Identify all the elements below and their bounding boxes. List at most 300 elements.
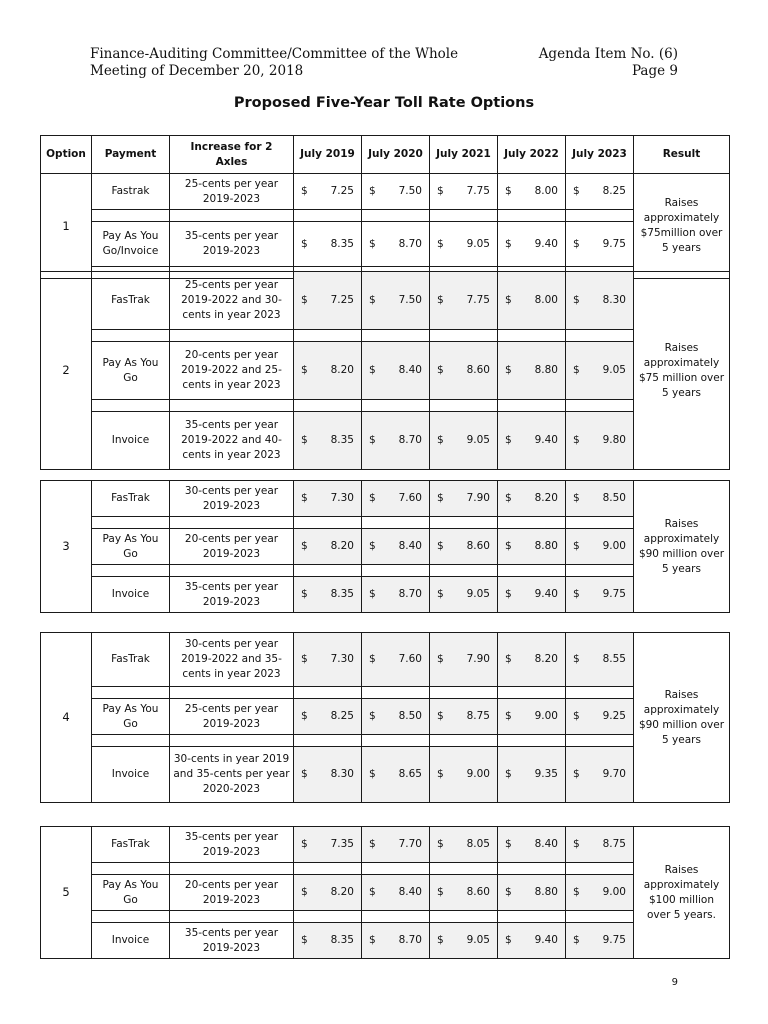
column-header: July 2019 — [294, 136, 362, 174]
toll-rate-value: 9.75 — [602, 588, 626, 600]
currency-symbol: $ — [437, 653, 444, 665]
toll-rate-cell — [430, 633, 498, 687]
spacer-cell — [362, 687, 430, 699]
currency-symbol: $ — [301, 838, 308, 850]
toll-rate-value: 8.40 — [398, 364, 422, 376]
toll-rate-value: 8.40 — [398, 540, 422, 552]
toll-rate-value: 8.35 — [330, 434, 354, 446]
option-block — [40, 173, 730, 279]
increase-description: 35-cents per year 2019-2023 — [170, 923, 294, 959]
column-header: July 2022 — [498, 136, 566, 174]
currency-symbol: $ — [369, 294, 376, 306]
spacer-cell — [294, 517, 362, 529]
spacer-cell — [430, 400, 498, 412]
table-row — [41, 633, 730, 687]
spacer-cell — [170, 863, 294, 875]
increase-description: 35-cents per year 2019-2023 — [170, 827, 294, 863]
toll-rate-cell — [498, 923, 566, 959]
toll-rate-value: 8.60 — [466, 364, 490, 376]
currency-symbol: $ — [301, 768, 308, 780]
currency-symbol: $ — [505, 492, 512, 504]
toll-rate-cell — [362, 481, 430, 517]
currency-symbol: $ — [573, 768, 580, 780]
toll-rate-cell — [430, 827, 498, 863]
currency-symbol: $ — [573, 434, 580, 446]
toll-rate-value: 7.25 — [330, 294, 354, 306]
toll-rate-cell — [566, 222, 634, 267]
spacer-cell — [294, 210, 362, 222]
toll-rate-value: 7.25 — [330, 185, 354, 197]
result-summary: Raises approximately $75 million over 5 years — [634, 272, 730, 470]
payment-method: Pay As You Go/Invoice — [92, 222, 170, 267]
toll-rate-cell — [566, 699, 634, 735]
currency-symbol: $ — [505, 886, 512, 898]
currency-symbol: $ — [369, 838, 376, 850]
table-row — [41, 747, 730, 803]
toll-rate-cell — [294, 875, 362, 911]
toll-rate-cell — [430, 412, 498, 470]
toll-rate-value: 8.30 — [602, 294, 626, 306]
currency-symbol: $ — [505, 434, 512, 446]
currency-symbol: $ — [301, 185, 308, 197]
toll-rate-cell — [362, 747, 430, 803]
toll-rate-cell — [430, 747, 498, 803]
toll-rate-cell — [430, 272, 498, 330]
table-row — [41, 875, 730, 911]
currency-symbol: $ — [301, 934, 308, 946]
currency-symbol: $ — [437, 588, 444, 600]
currency-symbol: $ — [301, 434, 308, 446]
table-row — [41, 412, 730, 470]
toll-rate-cell — [498, 412, 566, 470]
spacer-cell — [498, 330, 566, 342]
toll-rate-cell — [566, 633, 634, 687]
toll-rate-cell — [498, 875, 566, 911]
spacer-cell — [294, 687, 362, 699]
toll-rate-cell — [566, 747, 634, 803]
currency-symbol: $ — [505, 364, 512, 376]
currency-symbol: $ — [437, 838, 444, 850]
toll-rate-cell — [362, 699, 430, 735]
spacer-cell — [430, 863, 498, 875]
toll-rate-value: 9.05 — [466, 434, 490, 446]
toll-rate-cell — [430, 174, 498, 210]
table-row — [41, 342, 730, 400]
toll-rate-cell — [294, 827, 362, 863]
spacer-cell — [92, 210, 170, 222]
toll-rate-value: 9.70 — [602, 768, 626, 780]
spacer-cell — [92, 400, 170, 412]
spacer-cell — [430, 210, 498, 222]
currency-symbol: $ — [505, 653, 512, 665]
currency-symbol: $ — [573, 934, 580, 946]
option-number: 3 — [41, 481, 92, 613]
currency-symbol: $ — [573, 886, 580, 898]
toll-rate-cell — [430, 222, 498, 267]
toll-rate-value: 7.50 — [398, 185, 422, 197]
toll-rate-cell — [362, 412, 430, 470]
spacer-cell — [170, 911, 294, 923]
increase-description: 20-cents per year 2019-2023 — [170, 529, 294, 565]
toll-rate-cell — [498, 222, 566, 267]
spacer-cell — [498, 863, 566, 875]
spacer-cell — [170, 210, 294, 222]
spacer-cell — [92, 863, 170, 875]
spacer-cell — [430, 735, 498, 747]
spacer-cell — [430, 565, 498, 577]
payment-method: Pay As You Go — [92, 699, 170, 735]
currency-symbol: $ — [437, 364, 444, 376]
spacer-cell — [92, 330, 170, 342]
table-row — [41, 222, 730, 267]
currency-symbol: $ — [437, 886, 444, 898]
increase-description: 20-cents per year 2019-2022 and 25-cents in year 2023 — [170, 342, 294, 400]
spacer-cell — [566, 400, 634, 412]
toll-rate-value: 9.05 — [466, 237, 490, 250]
toll-rate-value: 7.70 — [398, 838, 422, 850]
toll-rate-cell — [362, 272, 430, 330]
toll-rate-cell — [294, 481, 362, 517]
spacer-cell — [430, 330, 498, 342]
table-row — [41, 174, 730, 210]
currency-symbol: $ — [437, 768, 444, 780]
toll-rate-cell — [362, 529, 430, 565]
toll-rate-cell — [566, 272, 634, 330]
currency-symbol: $ — [573, 492, 580, 504]
spacer-cell — [92, 687, 170, 699]
toll-rate-cell — [362, 827, 430, 863]
currency-symbol: $ — [573, 838, 580, 850]
toll-rate-cell — [362, 174, 430, 210]
currency-symbol: $ — [369, 653, 376, 665]
currency-symbol: $ — [573, 185, 580, 197]
currency-symbol: $ — [505, 710, 512, 722]
toll-rate-value: 8.70 — [398, 434, 422, 446]
toll-rate-value: 8.20 — [330, 364, 354, 376]
spacer-cell — [362, 330, 430, 342]
spacer-cell — [294, 565, 362, 577]
payment-method: Invoice — [92, 412, 170, 470]
toll-rate-value: 8.75 — [602, 838, 626, 850]
currency-symbol: $ — [437, 185, 444, 197]
spacer-row — [41, 210, 730, 222]
toll-rate-value: 9.05 — [602, 364, 626, 376]
increase-description: 35-cents per year 2019-2022 and 40-cents in year 2023 — [170, 412, 294, 470]
spacer-cell — [362, 565, 430, 577]
spacer-cell — [170, 565, 294, 577]
toll-rate-cell — [566, 342, 634, 400]
toll-rate-value: 7.35 — [330, 838, 354, 850]
toll-rate-value: 7.30 — [330, 492, 354, 504]
currency-symbol: $ — [437, 540, 444, 552]
toll-rate-value: 8.75 — [466, 710, 490, 722]
spacer-cell — [92, 911, 170, 923]
currency-symbol: $ — [573, 653, 580, 665]
toll-rate-cell — [498, 827, 566, 863]
payment-method: Pay As You Go — [92, 342, 170, 400]
spacer-row — [41, 565, 730, 577]
table-row — [41, 272, 730, 330]
toll-rate-value: 8.55 — [602, 653, 626, 665]
toll-rate-value: 9.40 — [534, 237, 558, 250]
spacer-cell — [566, 210, 634, 222]
payment-method: FasTrak — [92, 633, 170, 687]
spacer-cell — [566, 911, 634, 923]
toll-rate-cell — [498, 174, 566, 210]
spacer-cell — [92, 565, 170, 577]
toll-rate-value: 8.65 — [398, 768, 422, 780]
spacer-cell — [362, 911, 430, 923]
spacer-cell — [430, 911, 498, 923]
toll-rate-value: 9.75 — [602, 237, 626, 250]
toll-rate-cell — [498, 342, 566, 400]
toll-rate-value: 7.60 — [398, 492, 422, 504]
toll-rate-cell — [362, 875, 430, 911]
currency-symbol: $ — [573, 237, 580, 250]
toll-rate-cell — [566, 875, 634, 911]
toll-rate-value: 8.70 — [398, 237, 422, 250]
toll-rate-value: 8.40 — [398, 886, 422, 898]
toll-rate-cell — [498, 481, 566, 517]
table-row — [41, 827, 730, 863]
toll-rate-cell — [498, 529, 566, 565]
toll-rate-cell — [294, 412, 362, 470]
header-row — [41, 136, 730, 174]
spacer-cell — [566, 687, 634, 699]
spacer-cell — [430, 517, 498, 529]
result-summary: Raises approximately $90 million over 5 years — [634, 633, 730, 803]
result-summary: Raises approximately $75million over 5 years — [634, 174, 730, 279]
currency-symbol: $ — [369, 434, 376, 446]
column-header: Increase for 2 Axles — [170, 136, 294, 174]
toll-rate-value: 9.00 — [534, 710, 558, 722]
increase-description: 25-cents per year 2019-2023 — [170, 174, 294, 210]
toll-rate-cell — [362, 633, 430, 687]
increase-description: 20-cents per year 2019-2023 — [170, 875, 294, 911]
toll-rate-cell — [362, 577, 430, 613]
toll-rate-cell — [294, 222, 362, 267]
spacer-cell — [294, 863, 362, 875]
toll-rate-value: 9.35 — [534, 768, 558, 780]
payment-method: Invoice — [92, 747, 170, 803]
payment-method: Invoice — [92, 577, 170, 613]
currency-symbol: $ — [369, 540, 376, 552]
spacer-cell — [566, 565, 634, 577]
currency-symbol: $ — [437, 294, 444, 306]
increase-description: 30-cents in year 2019 and 35-cents per year 2020-2023 — [170, 747, 294, 803]
toll-rate-value: 8.35 — [330, 588, 354, 600]
option-number: 4 — [41, 633, 92, 803]
increase-description: 35-cents per year 2019-2023 — [170, 222, 294, 267]
spacer-cell — [566, 863, 634, 875]
toll-rate-cell — [498, 747, 566, 803]
currency-symbol: $ — [301, 588, 308, 600]
toll-rate-value: 8.50 — [602, 492, 626, 504]
currency-symbol: $ — [369, 768, 376, 780]
currency-symbol: $ — [505, 237, 512, 250]
toll-rate-cell — [294, 174, 362, 210]
currency-symbol: $ — [437, 237, 444, 250]
option-number: 2 — [41, 272, 92, 470]
toll-rate-value: 8.05 — [466, 838, 490, 850]
spacer-cell — [362, 517, 430, 529]
payment-method: FasTrak — [92, 481, 170, 517]
table-header — [40, 135, 730, 174]
toll-rate-cell — [498, 272, 566, 330]
spacer-cell — [566, 330, 634, 342]
currency-symbol: $ — [369, 492, 376, 504]
spacer-cell — [170, 735, 294, 747]
toll-rate-cell — [362, 342, 430, 400]
currency-symbol: $ — [369, 710, 376, 722]
table-row — [41, 481, 730, 517]
toll-rate-cell — [566, 827, 634, 863]
toll-rate-value: 8.70 — [398, 588, 422, 600]
spacer-cell — [362, 735, 430, 747]
column-header: July 2021 — [430, 136, 498, 174]
currency-symbol: $ — [573, 540, 580, 552]
increase-description: 35-cents per year 2019-2023 — [170, 577, 294, 613]
committee-name: Finance-Auditing Committee/Committee of the Whole — [90, 46, 459, 62]
toll-rate-cell — [294, 272, 362, 330]
header-right — [539, 46, 678, 80]
toll-rate-cell — [430, 481, 498, 517]
column-header: Payment — [92, 136, 170, 174]
page-number: 9 — [671, 977, 678, 988]
spacer-row — [41, 735, 730, 747]
toll-rate-cell — [498, 699, 566, 735]
toll-rate-value: 7.75 — [466, 185, 490, 197]
currency-symbol: $ — [369, 185, 376, 197]
agenda-item: Agenda Item No. (6) — [538, 46, 678, 62]
toll-rate-cell — [498, 577, 566, 613]
spacer-cell — [430, 687, 498, 699]
toll-rate-cell — [294, 699, 362, 735]
toll-rate-cell — [566, 481, 634, 517]
toll-rate-value: 9.00 — [466, 768, 490, 780]
currency-symbol: $ — [437, 492, 444, 504]
spacer-cell — [362, 210, 430, 222]
spacer-cell — [498, 565, 566, 577]
option-block — [40, 480, 730, 613]
toll-rate-value: 9.00 — [602, 540, 626, 552]
currency-symbol: $ — [505, 294, 512, 306]
option-number: 5 — [41, 827, 92, 959]
currency-symbol: $ — [369, 237, 376, 250]
spacer-row — [41, 687, 730, 699]
toll-rate-value: 8.25 — [330, 710, 354, 722]
toll-rate-value: 9.80 — [602, 434, 626, 446]
currency-symbol: $ — [505, 768, 512, 780]
toll-rate-cell — [430, 875, 498, 911]
currency-symbol: $ — [301, 710, 308, 722]
toll-rate-value: 8.00 — [534, 294, 558, 306]
toll-rate-value: 8.40 — [534, 838, 558, 850]
table-row — [41, 699, 730, 735]
spacer-cell — [294, 400, 362, 412]
currency-symbol: $ — [505, 588, 512, 600]
spacer-cell — [294, 330, 362, 342]
spacer-cell — [92, 735, 170, 747]
payment-method: FasTrak — [92, 272, 170, 330]
toll-rate-value: 8.50 — [398, 710, 422, 722]
toll-rate-value: 8.80 — [534, 886, 558, 898]
currency-symbol: $ — [301, 364, 308, 376]
payment-method: Pay As You Go — [92, 875, 170, 911]
toll-rate-cell — [362, 222, 430, 267]
toll-rate-cell — [566, 412, 634, 470]
spacer-row — [41, 911, 730, 923]
currency-symbol: $ — [369, 886, 376, 898]
currency-symbol: $ — [573, 588, 580, 600]
toll-rate-value: 7.90 — [466, 492, 490, 504]
currency-symbol: $ — [301, 540, 308, 552]
toll-rate-cell — [294, 342, 362, 400]
table-row — [41, 577, 730, 613]
option-block — [40, 271, 730, 470]
currency-symbol: $ — [301, 653, 308, 665]
toll-rate-value: 8.80 — [534, 540, 558, 552]
option-block — [40, 632, 730, 803]
toll-rate-cell — [362, 923, 430, 959]
currency-symbol: $ — [573, 294, 580, 306]
spacer-cell — [498, 400, 566, 412]
toll-rate-value: 9.75 — [602, 934, 626, 946]
currency-symbol: $ — [505, 838, 512, 850]
currency-symbol: $ — [437, 434, 444, 446]
toll-rate-value: 9.40 — [534, 434, 558, 446]
toll-rate-value: 7.50 — [398, 294, 422, 306]
currency-symbol: $ — [301, 492, 308, 504]
toll-rate-cell — [566, 174, 634, 210]
currency-symbol: $ — [573, 710, 580, 722]
toll-rate-cell — [430, 923, 498, 959]
currency-symbol: $ — [369, 588, 376, 600]
toll-rate-value: 8.20 — [330, 540, 354, 552]
currency-symbol: $ — [437, 934, 444, 946]
toll-rate-value: 8.20 — [534, 653, 558, 665]
currency-symbol: $ — [505, 185, 512, 197]
toll-rate-value: 9.25 — [602, 710, 626, 722]
spacer-row — [41, 400, 730, 412]
spacer-cell — [362, 863, 430, 875]
currency-symbol: $ — [437, 710, 444, 722]
toll-rate-cell — [430, 529, 498, 565]
toll-rate-cell — [566, 923, 634, 959]
column-header: July 2023 — [566, 136, 634, 174]
option-block — [40, 826, 730, 959]
header-left — [90, 46, 458, 80]
toll-rate-cell — [294, 529, 362, 565]
toll-rate-value: 8.25 — [602, 185, 626, 197]
column-header: Option — [41, 136, 92, 174]
toll-rate-value: 8.60 — [466, 540, 490, 552]
toll-rate-value: 7.30 — [330, 653, 354, 665]
result-summary: Raises approximately $100 million over 5 years. — [634, 827, 730, 959]
page-label: Page 9 — [631, 63, 678, 79]
spacer-cell — [498, 735, 566, 747]
toll-rate-value: 9.05 — [466, 934, 490, 946]
page-title: Proposed Five-Year Toll Rate Options — [233, 95, 535, 111]
spacer-row — [41, 517, 730, 529]
increase-description: 30-cents per year 2019-2022 and 35-cents in year 2023 — [170, 633, 294, 687]
column-header: July 2020 — [362, 136, 430, 174]
spacer-cell — [566, 517, 634, 529]
spacer-cell — [170, 330, 294, 342]
toll-rate-value: 9.05 — [466, 588, 490, 600]
toll-rate-cell — [566, 577, 634, 613]
option-number: 1 — [41, 174, 92, 279]
